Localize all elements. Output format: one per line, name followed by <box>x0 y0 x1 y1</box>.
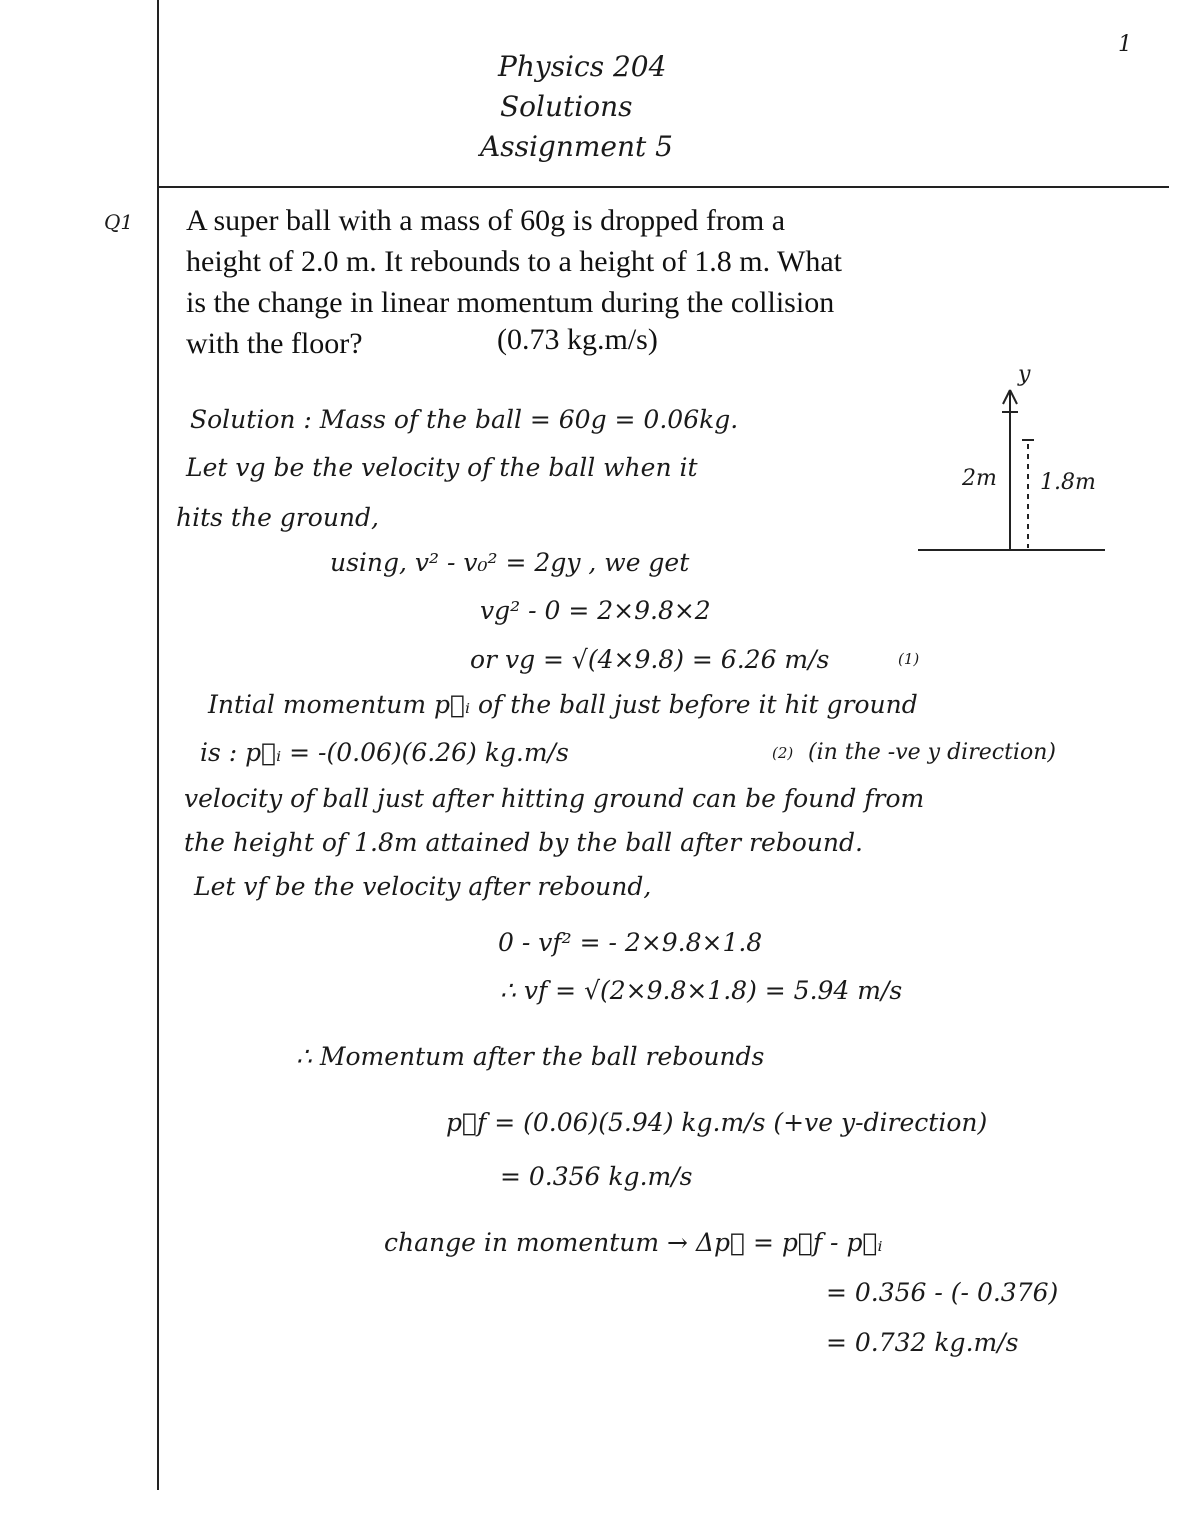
solution-line: ∴ Momentum after the ball rebounds <box>296 1042 765 1071</box>
solution-line: or vg = √(4×9.8) = 6.26 m/s <box>470 645 830 674</box>
solution-line: = 0.356 - (- 0.376) <box>826 1278 1059 1307</box>
height-diagram <box>910 360 1120 570</box>
page-number: 1 <box>1118 32 1132 57</box>
document-title: Solutions <box>500 90 633 123</box>
problem-line: is the change in linear momentum during the collision <box>186 286 835 319</box>
solution-line: Intial momentum p⃗ᵢ of the ball just before it hit ground <box>208 690 918 719</box>
solution-line: the height of 1.8m attained by the ball after rebound. <box>184 828 863 857</box>
solution-line: p⃗f = (0.06)(5.94) kg.m/s (+ve y-direction) <box>446 1108 988 1137</box>
solution-line: Let vg be the velocity of the ball when it <box>186 453 698 482</box>
problem-answer: (0.73 kg.m/s) <box>497 323 658 356</box>
solution-line: = 0.356 kg.m/s <box>500 1162 693 1191</box>
course-title: Physics 204 <box>498 50 667 83</box>
header-divider <box>157 186 1169 188</box>
solution-line: (in the -ve y direction) <box>808 740 1056 765</box>
equation-number: (1) <box>898 650 920 668</box>
drop-height-label: 2m <box>962 466 997 491</box>
solution-line: Solution : Mass of the ball = 60g = 0.06kg. <box>190 405 739 434</box>
solution-line: vg² - 0 = 2×9.8×2 <box>480 596 711 625</box>
solution-line: = 0.732 kg.m/s <box>826 1328 1019 1357</box>
problem-line: with the floor? <box>186 327 363 360</box>
solution-line: using, v² - v₀² = 2gy , we get <box>330 548 690 577</box>
solution-line: is : p⃗ᵢ = -(0.06)(6.26) kg.m/s <box>200 738 569 767</box>
assignment-title: Assignment 5 <box>480 130 673 163</box>
problem-line: height of 2.0 m. It rebounds to a height of 1.8 m. What <box>186 245 843 278</box>
solution-line: velocity of ball just after hitting ground can be found from <box>184 784 925 813</box>
solution-line: hits the ground, <box>176 503 379 532</box>
problem-line: A super ball with a mass of 60g is dropped from a <box>186 204 786 237</box>
margin-rule <box>157 0 159 1490</box>
solution-line: ∴ vf = √(2×9.8×1.8) = 5.94 m/s <box>500 976 903 1005</box>
rebound-height-label: 1.8m <box>1040 470 1096 495</box>
y-arrow-head <box>1010 390 1017 404</box>
y-axis-label: y <box>1018 362 1031 387</box>
y-arrow-head <box>1003 390 1010 404</box>
question-number: Q1 <box>104 210 134 234</box>
solution-line: change in momentum → Δp⃗ = p⃗f - p⃗ᵢ <box>384 1228 883 1257</box>
solution-line: Let vf be the velocity after rebound, <box>194 872 652 901</box>
equation-number: (2) <box>772 744 794 762</box>
solution-line: 0 - vf² = - 2×9.8×1.8 <box>498 928 763 957</box>
